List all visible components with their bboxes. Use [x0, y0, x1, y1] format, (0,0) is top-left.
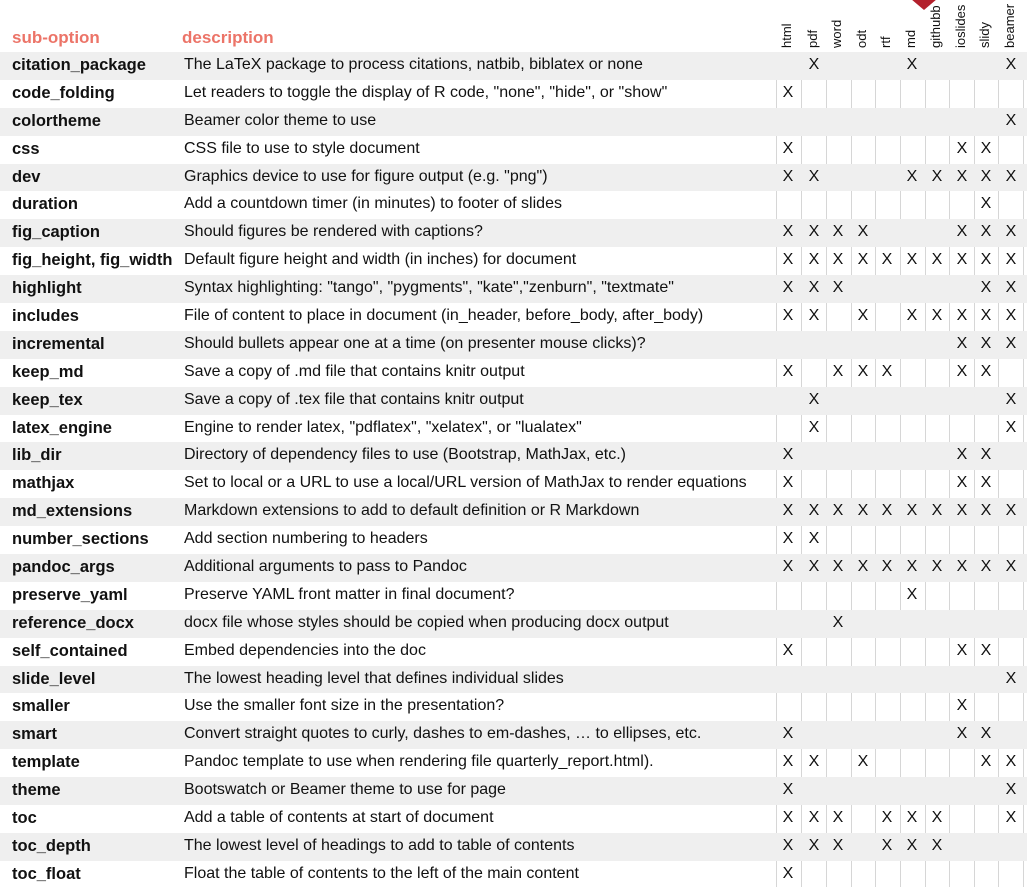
table-row: [0, 191, 1027, 219]
format-header-label: pdf: [805, 29, 820, 48]
table-row: [0, 498, 1027, 526]
support-mark: X: [782, 251, 794, 269]
support-mark: X: [1005, 753, 1017, 771]
support-mark: X: [956, 725, 968, 743]
support-mark: X: [857, 362, 869, 380]
support-mark: X: [906, 251, 918, 269]
table-header: [0, 0, 1027, 52]
support-mark: X: [782, 223, 794, 241]
suboption-description: Add a table of contents at start of document: [184, 809, 494, 827]
support-mark: X: [980, 362, 992, 380]
format-header-label: rtf: [878, 36, 893, 48]
suboption-name: lib_dir: [12, 446, 62, 465]
support-mark: X: [980, 641, 992, 659]
support-mark: X: [808, 809, 820, 827]
suboption-name: slide_level: [12, 669, 96, 688]
support-mark: X: [956, 446, 968, 464]
suboption-description: CSS file to use to style document: [184, 139, 420, 157]
support-mark: X: [808, 279, 820, 297]
support-mark: X: [832, 502, 844, 520]
support-mark: X: [808, 558, 820, 576]
support-mark: X: [808, 753, 820, 771]
suboption-name: number_sections: [12, 530, 149, 549]
support-mark: X: [881, 558, 893, 576]
suboption-name: mathjax: [12, 474, 75, 493]
support-mark: X: [857, 753, 869, 771]
suboption-description: Engine to render latex, "pdflatex", "xelatex", or "lualatex": [184, 418, 582, 436]
support-mark: X: [808, 251, 820, 269]
support-mark: X: [782, 474, 794, 492]
support-mark: X: [980, 334, 992, 352]
suboption-name: smaller: [12, 697, 70, 716]
format-header-label: odt: [854, 29, 869, 48]
support-mark: X: [980, 223, 992, 241]
suboption-name: keep_tex: [12, 390, 83, 409]
support-mark: X: [1005, 307, 1017, 325]
support-mark: X: [980, 167, 992, 185]
suboption-description: Graphics device to use for figure output (e.g. "png"): [184, 167, 548, 185]
support-mark: X: [808, 418, 820, 436]
suboption-name: self_contained: [12, 641, 128, 660]
table-row: [0, 303, 1027, 331]
support-mark: X: [782, 753, 794, 771]
table-row: [0, 833, 1027, 861]
format-header-label: slidy: [977, 21, 992, 48]
support-mark: X: [782, 641, 794, 659]
support-mark: X: [956, 251, 968, 269]
support-mark: X: [782, 83, 794, 101]
support-mark: X: [956, 167, 968, 185]
support-mark: X: [857, 223, 869, 241]
suboption-name: css: [12, 139, 40, 158]
suboption-description: Save a copy of .tex file that contains knitr output: [184, 390, 524, 408]
suboption-name: pandoc_args: [12, 558, 115, 577]
support-mark: X: [1005, 111, 1017, 129]
support-mark: X: [782, 725, 794, 743]
support-mark: X: [808, 390, 820, 408]
support-mark: X: [808, 836, 820, 854]
suboption-name: toc_depth: [12, 836, 91, 855]
support-mark: X: [906, 558, 918, 576]
suboption-name: citation_package: [12, 56, 146, 74]
support-mark: X: [782, 530, 794, 548]
support-mark: X: [931, 167, 943, 185]
support-mark: X: [808, 530, 820, 548]
suboption-description: Preserve YAML front matter in final document?: [184, 585, 515, 603]
table-row: [0, 805, 1027, 833]
support-mark: X: [956, 139, 968, 157]
suboption-description: Additional arguments to pass to Pandoc: [184, 558, 467, 576]
support-mark: X: [881, 251, 893, 269]
support-mark: X: [832, 223, 844, 241]
table-row: [0, 415, 1027, 443]
suboption-name: highlight: [12, 279, 82, 298]
support-mark: X: [956, 307, 968, 325]
support-mark: X: [782, 809, 794, 827]
support-mark: X: [980, 279, 992, 297]
support-mark: X: [1005, 809, 1017, 827]
suboption-name: colortheme: [12, 111, 101, 130]
support-mark: X: [782, 864, 794, 882]
support-mark: X: [808, 223, 820, 241]
table-row: [0, 554, 1027, 582]
support-mark: X: [832, 809, 844, 827]
table-row: [0, 387, 1027, 415]
support-mark: X: [832, 279, 844, 297]
suboption-name: preserve_yaml: [12, 585, 128, 604]
table-row: [0, 638, 1027, 666]
table-row: [0, 164, 1027, 192]
suboption-description: Let readers to toggle the display of R code, "none", "hide", or "show": [184, 83, 668, 101]
format-header-label: githubb: [928, 5, 943, 48]
support-mark: X: [980, 307, 992, 325]
suboption-name: md_extensions: [12, 502, 133, 521]
support-mark: X: [782, 279, 794, 297]
support-mark: X: [1005, 781, 1017, 799]
support-mark: X: [980, 251, 992, 269]
support-mark: X: [1005, 418, 1017, 436]
support-mark: X: [1005, 279, 1017, 297]
support-mark: X: [808, 502, 820, 520]
support-mark: X: [782, 307, 794, 325]
support-mark: X: [1005, 390, 1017, 408]
support-mark: X: [782, 558, 794, 576]
support-mark: X: [782, 502, 794, 520]
support-mark: X: [832, 251, 844, 269]
support-mark: X: [782, 362, 794, 380]
suboption-description: Save a copy of .md file that contains knitr output: [184, 362, 525, 380]
suboption-name: reference_docx: [12, 613, 134, 632]
suboption-description: Embed dependencies into the doc: [184, 641, 426, 659]
support-mark: X: [857, 502, 869, 520]
table-row: [0, 108, 1027, 136]
support-mark: X: [980, 474, 992, 492]
support-mark: X: [782, 446, 794, 464]
suboption-name: template: [12, 753, 80, 772]
table-row: [0, 749, 1027, 777]
support-mark: X: [956, 334, 968, 352]
table-row: [0, 52, 1027, 80]
support-mark: X: [857, 251, 869, 269]
support-mark: X: [1005, 669, 1017, 687]
table-row: [0, 861, 1027, 889]
support-mark: X: [956, 641, 968, 659]
support-mark: X: [1005, 251, 1017, 269]
support-mark: X: [832, 836, 844, 854]
support-mark: X: [782, 167, 794, 185]
support-mark: X: [857, 307, 869, 325]
suboption-name: toc_float: [12, 864, 81, 883]
support-mark: X: [881, 502, 893, 520]
support-mark: X: [881, 836, 893, 854]
suboption-description: Should bullets appear one at a time (on presenter mouse clicks)?: [184, 334, 646, 352]
suboption-description: Markdown extensions to add to default definition or R Markdown: [184, 502, 640, 520]
suboption-description: Add section numbering to headers: [184, 530, 428, 548]
format-header-label: beamer: [1002, 3, 1017, 48]
suboption-description: Bootswatch or Beamer theme to use for page: [184, 781, 506, 799]
suboption-description: Pandoc template to use when rendering file quarterly_report.html).: [184, 753, 654, 771]
table-row: [0, 136, 1027, 164]
support-mark: X: [1005, 56, 1017, 73]
table-row: [0, 666, 1027, 694]
suboption-name: theme: [12, 781, 61, 800]
support-mark: X: [931, 502, 943, 520]
suboption-name: keep_md: [12, 362, 84, 381]
suboption-description: The LaTeX package to process citations, natbib, biblatex or none: [184, 56, 643, 73]
support-mark: X: [832, 558, 844, 576]
suboption-description: Directory of dependency files to use (Bootstrap, MathJax, etc.): [184, 446, 626, 464]
suboption-description: Use the smaller font size in the presentation?: [184, 697, 505, 715]
table-row: [0, 275, 1027, 303]
support-mark: X: [782, 836, 794, 854]
suboption-description: Should figures be rendered with captions?: [184, 223, 483, 241]
table-row: [0, 693, 1027, 721]
options-table: [0, 52, 1027, 889]
suboption-name: toc: [12, 809, 37, 828]
support-mark: X: [808, 307, 820, 325]
support-mark: X: [906, 809, 918, 827]
table-row: [0, 331, 1027, 359]
support-mark: X: [1005, 167, 1017, 185]
support-mark: X: [980, 502, 992, 520]
support-mark: X: [906, 585, 918, 603]
support-mark: X: [956, 474, 968, 492]
suboption-description: The lowest level of headings to add to table of contents: [184, 836, 575, 854]
support-mark: X: [980, 558, 992, 576]
support-mark: X: [906, 56, 918, 73]
support-mark: X: [956, 558, 968, 576]
support-mark: X: [906, 502, 918, 520]
support-mark: X: [808, 56, 820, 73]
format-header-label: md: [903, 29, 918, 48]
support-mark: X: [906, 836, 918, 854]
table-row: [0, 777, 1027, 805]
suboption-name: code_folding: [12, 83, 115, 102]
suboption-description: Default figure height and width (in inches) for document: [184, 251, 577, 269]
suboption-description: Set to local or a URL to use a local/URL version of MathJax to render equations: [184, 474, 747, 492]
suboption-description: File of content to place in document (in_header, before_body, after_body): [184, 307, 704, 325]
suboption-description: Convert straight quotes to curly, dashes to em-dashes, … to ellipses, etc.: [184, 725, 702, 743]
suboption-description: Syntax highlighting: "tango", "pygments", "kate","zenburn", "textmate": [184, 279, 674, 297]
support-mark: X: [931, 307, 943, 325]
suboption-description: docx file whose styles should be copied when producing docx output: [184, 613, 669, 631]
support-mark: X: [931, 251, 943, 269]
support-mark: X: [931, 836, 943, 854]
table-row: [0, 526, 1027, 554]
support-mark: X: [832, 613, 844, 631]
support-mark: X: [1005, 334, 1017, 352]
support-mark: X: [881, 809, 893, 827]
support-mark: X: [1005, 558, 1017, 576]
table-row: [0, 80, 1027, 108]
support-mark: X: [857, 558, 869, 576]
suboption-description: The lowest heading level that defines individual slides: [184, 669, 564, 687]
suboption-name: latex_engine: [12, 418, 112, 437]
support-mark: X: [832, 362, 844, 380]
support-mark: X: [931, 558, 943, 576]
support-mark: X: [956, 362, 968, 380]
support-mark: X: [1005, 502, 1017, 520]
suboption-description: Float the table of contents to the left of the main content: [184, 864, 579, 882]
support-mark: X: [956, 223, 968, 241]
support-mark: X: [980, 139, 992, 157]
support-mark: X: [956, 502, 968, 520]
suboption-name: duration: [12, 195, 78, 214]
format-header-label: ioslides: [953, 4, 968, 48]
support-mark: X: [956, 697, 968, 715]
support-mark: X: [980, 753, 992, 771]
table-row: [0, 359, 1027, 387]
suboption-name: includes: [12, 307, 79, 326]
support-mark: X: [808, 167, 820, 185]
suboption-name: incremental: [12, 334, 105, 353]
support-mark: X: [980, 446, 992, 464]
suboption-column-header: sub-option: [12, 28, 100, 47]
suboption-name: fig_caption: [12, 223, 101, 242]
format-header-label: html: [779, 23, 794, 48]
suboption-name: dev: [12, 167, 41, 186]
support-mark: X: [782, 781, 794, 799]
table-row: [0, 247, 1027, 275]
support-mark: X: [980, 195, 992, 213]
format-header-label: word: [829, 19, 844, 48]
table-row: [0, 582, 1027, 610]
support-mark: X: [782, 139, 794, 157]
table-row: [0, 470, 1027, 498]
suboption-description: Beamer color theme to use: [184, 111, 377, 129]
table-row: [0, 610, 1027, 638]
table-row: [0, 219, 1027, 247]
description-column-header: description: [182, 28, 274, 47]
suboption-name: fig_height, fig_width: [12, 251, 173, 270]
suboption-description: Add a countdown timer (in minutes) to footer of slides: [184, 195, 562, 213]
support-mark: X: [980, 725, 992, 743]
support-mark: X: [906, 167, 918, 185]
support-mark: X: [906, 307, 918, 325]
table-row: [0, 442, 1027, 470]
support-mark: X: [881, 362, 893, 380]
suboption-name: smart: [12, 725, 57, 744]
support-mark: X: [931, 809, 943, 827]
table-row: [0, 721, 1027, 749]
support-mark: X: [1005, 223, 1017, 241]
